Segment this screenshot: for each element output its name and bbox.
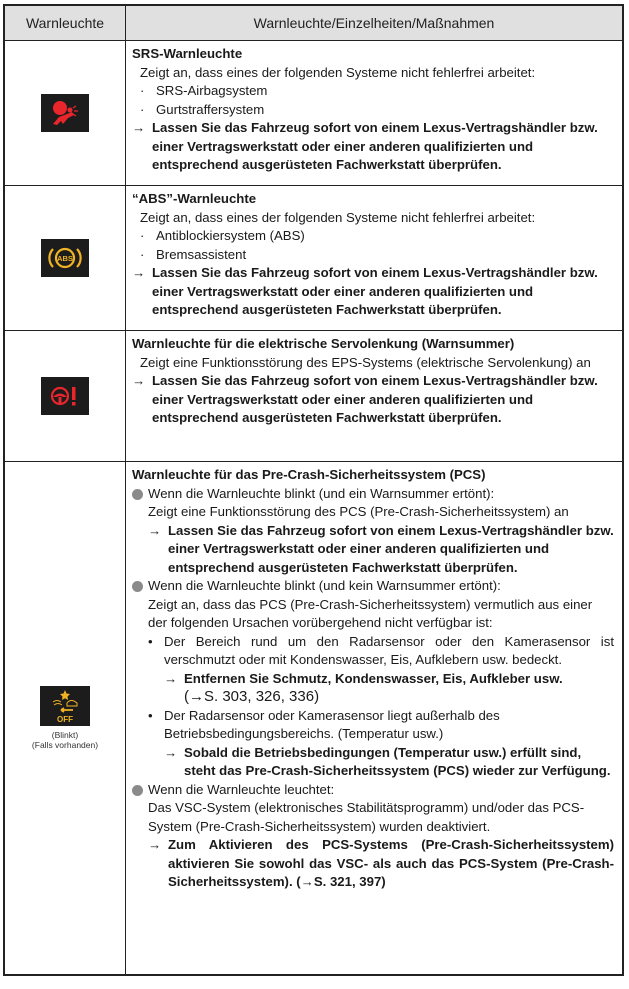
table-row-srs xyxy=(5,41,622,186)
arrow-icon: → xyxy=(132,120,146,135)
action-text: → Sobald die Betriebsbedingungen (Temperatur usw.) erfüllt sind, steht das Pre-Crash-Sicherheitssystem (PCS) wieder zur Verfügung. xyxy=(132,744,614,781)
srs-airbag-warning-icon xyxy=(41,94,89,132)
arrow-icon: → xyxy=(148,837,162,852)
warning-lights-table xyxy=(3,4,624,976)
arrow-icon: → xyxy=(148,522,162,538)
caption-blinking: (Blinkt) xyxy=(51,730,79,740)
arrow-icon: → xyxy=(164,744,178,760)
condition-text: Zeigt eine Funktionsstörung des PCS (Pre-Crash-Sicherheitssystem) an xyxy=(148,504,569,519)
arrow-icon: → xyxy=(132,265,146,280)
details-cell xyxy=(126,462,622,974)
header-col-warning-light: Warnleuchte xyxy=(5,6,126,40)
condition-text: Das VSC-System (elektronisches Stabilitätsprogramm) und/oder das PCS-System (Pre-Crash-Sicherheitssystem) wurden deaktiviert. xyxy=(148,800,585,834)
icon-cell xyxy=(5,186,126,330)
list-item: • Der Radarsensor oder Kamerasensor liegt außerhalb des Betriebsbedingungsbereichs. (Temperatur usw.) xyxy=(148,707,500,741)
power-steering-warning-icon xyxy=(41,377,89,415)
action-text: → Lassen Sie das Fahrzeug sofort von einem Lexus-Vertragshändler bzw. einer Vertragswerkstatt oder einer anderen qualifizierten und entsprechend ausgerüsteten Fachwerkstatt überprüfen. xyxy=(132,264,614,320)
grey-bullet-icon xyxy=(132,489,143,500)
table-row-pcs xyxy=(5,462,622,974)
row-title: SRS-Warnleuchte xyxy=(132,46,243,61)
action-text: → Entfernen Sie Schmutz, Kondenswasser, Eis, Aufkleber usw. (→S. 303, 326, 336) xyxy=(164,670,563,705)
details-cell xyxy=(126,41,622,185)
row-intro: Zeigt an, dass eines der folgenden Systeme nicht fehlerfrei arbeitet: xyxy=(140,209,536,225)
row-title: Warnleuchte für die elektrische Servolenkung (Warnsummer) xyxy=(132,336,515,351)
row-intro: Zeigt eine Funktionsstörung des EPS-Systems (elektrische Servolenkung) an xyxy=(140,354,591,370)
pcs-off-warning-icon xyxy=(40,686,90,726)
svg-text:OFF: OFF xyxy=(57,715,73,724)
list-item: · Bremsassistent xyxy=(140,246,247,262)
details-cell xyxy=(126,331,622,461)
grey-bullet-icon xyxy=(132,785,143,796)
condition-text: Zeigt an, dass das PCS (Pre-Crash-Sicherheitssystem) vermutlich aus einer der folgenden Ursachen vorübergehend nicht verfügbar ist: xyxy=(148,596,593,630)
abs-warning-icon xyxy=(41,239,89,277)
list-item: · SRS-Airbagsystem xyxy=(140,83,268,98)
condition-item: Wenn die Warnleuchte blinkt (und kein Warnsummer ertönt): xyxy=(132,577,614,596)
page-reference[interactable]: (→S. 303, 326, 336) xyxy=(184,688,320,705)
action-text: → Lassen Sie das Fahrzeug sofort von einem Lexus-Vertragshändler bzw. einer Vertragswerkstatt oder einer anderen qualifizierten und entsprechend ausgerüsteten Fachwerkstatt überprüfen. xyxy=(132,119,614,175)
header-col-details: Warnleuchte/Einzelheiten/Maßnahmen xyxy=(253,15,495,31)
icon-cell xyxy=(5,41,126,185)
list-item: · Gurtstraffersystem xyxy=(140,101,265,117)
svg-text:ABS: ABS xyxy=(57,254,73,263)
icon-cell xyxy=(5,462,126,974)
table-row-abs xyxy=(5,186,622,331)
table-header xyxy=(5,6,622,41)
condition-item: Wenn die Warnleuchte blinkt (und ein Warnsummer ertönt): xyxy=(132,485,614,504)
row-title: Warnleuchte für das Pre-Crash-Sicherheitssystem (PCS) xyxy=(132,467,486,482)
caption-if-equipped: (Falls vorhanden) xyxy=(31,740,99,750)
arrow-icon: → xyxy=(164,670,178,686)
row-intro: Zeigt an, dass eines der folgenden Systeme nicht fehlerfrei arbeitet: xyxy=(140,64,536,80)
icon-cell xyxy=(5,331,126,461)
action-text: → Lassen Sie das Fahrzeug sofort von einem Lexus-Vertragshändler bzw. einer Vertragswerkstatt oder einer anderen qualifizierten und entsprechend ausgerüsteten Fachwerkstatt überprüfen. xyxy=(132,522,614,578)
action-text: → Zum Aktivieren des PCS-Systems (Pre-Crash-Sicherheitssystem) aktivieren Sie sowohl das VSC- als auch das PCS-System (Pre-Crash-Sicherheitssystem). (→S. 321, 397) xyxy=(132,836,614,892)
table-row-eps xyxy=(5,331,622,462)
action-text: → Lassen Sie das Fahrzeug sofort von einem Lexus-Vertragshändler bzw. einer Vertragswerkstatt oder einer anderen qualifizierten und entsprechend ausgerüsteten Fachwerkstatt überprüfen. xyxy=(132,372,614,428)
arrow-icon: → xyxy=(132,373,146,388)
details-cell xyxy=(126,186,622,330)
grey-bullet-icon xyxy=(132,581,143,592)
condition-item: Wenn die Warnleuchte leuchtet: xyxy=(132,781,614,800)
row-title: “ABS”-Warnleuchte xyxy=(132,191,257,206)
list-item: • Der Bereich rund um den Radarsensor oder den Kamerasensor ist verschmutzt oder mit Kondenswasser, Eis, Aufklebern usw. bedeckt. xyxy=(148,633,614,667)
list-item: · Antiblockiersystem (ABS) xyxy=(140,228,305,243)
